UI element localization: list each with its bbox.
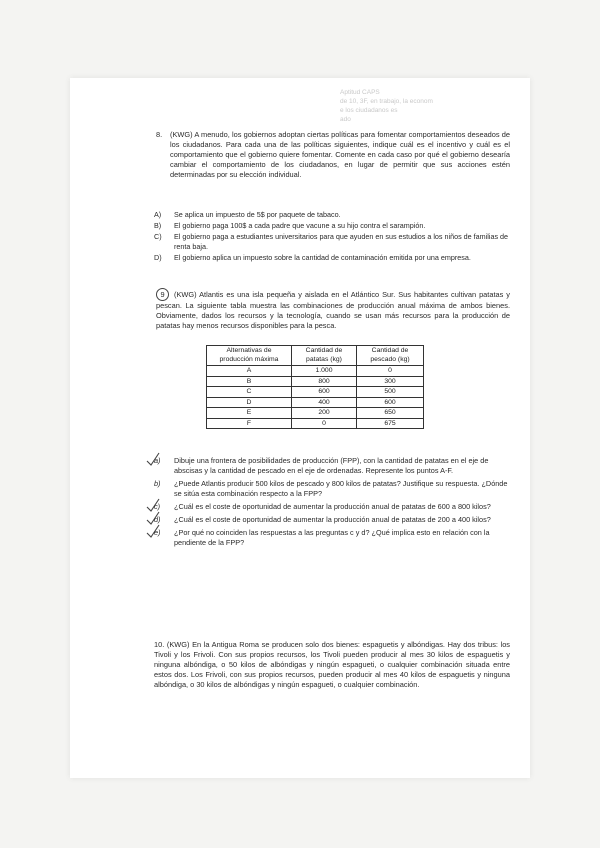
table-row <box>207 397 424 408</box>
question-9-number: 9 <box>156 288 169 301</box>
question-10-text: (KWG) En la Antigua Roma se producen solo dos bienes: espaguetis y albóndigas. Hay dos tribus: los Tivoli y los Frivoli. Con sus propios recursos, los Tivoli pueden producir al mes 30 kilos de espaguetis y ninguna albóndiga, o 50 kilos de albóndigas y ningún espagueti, o cualquier combinación situada entre estos dos. Los Frivoli, con sus propios recursos, pueden producir al mes 40 kilos de espaguetis y ninguna albóndiga, o 30 kilos de albóndigas y ningún espagueti, o cualquier combinación. <box>154 640 511 689</box>
item-letter: A) <box>154 210 162 219</box>
subquestion-text: ¿Cuál es el coste de oportunidad de aumentar la producción anual de patatas de 600 a 800 kilos? <box>174 502 491 511</box>
table-cell: 650 <box>357 408 424 419</box>
table-header: Cantidad de patatas (kg) <box>292 346 357 366</box>
table-row <box>207 376 424 387</box>
item-letter: C) <box>154 232 162 241</box>
subquestion-letter: d) <box>154 515 161 524</box>
list-item <box>154 232 510 252</box>
table-row <box>207 387 424 398</box>
list-item <box>154 210 510 220</box>
table-row <box>207 418 424 429</box>
bleed-through-text <box>340 88 525 124</box>
production-table <box>206 345 424 429</box>
subquestion-text: ¿Cuál es el coste de oportunidad de aumentar la producción anual de patatas de 200 a 400 kilos? <box>174 515 491 524</box>
table-cell: 675 <box>357 418 424 429</box>
table-cell: 1.000 <box>292 366 357 377</box>
question-9-text: (KWG) Atlantis es una isla pequeña y aislada en el Atlántico Sur. Sus habitantes cultivan patatas y pescan. La siguiente tabla muestra las combinaciones de producción anual máxima de ambos bienes. Obviamente, dados los recursos y la tecnología, cuando se usan más recursos para la producción de patatas hay menos recursos disponibles para la pesca. <box>156 290 510 330</box>
ghost-line: Aptitud CAPS <box>340 89 380 96</box>
table-cell: 0 <box>292 418 357 429</box>
table-header: Cantidad de pescado (kg) <box>357 346 424 366</box>
table-cell: D <box>207 397 292 408</box>
subquestion-d <box>150 515 510 525</box>
question-8-items <box>154 210 510 264</box>
table-cell: E <box>207 408 292 419</box>
subquestion-text: ¿Por qué no coinciden las respuestas a las preguntas c y d? ¿Qué implica esto en relación con la pendiente de la FPP? <box>174 528 490 547</box>
subquestion-letter: a) <box>154 456 161 465</box>
subquestion-e <box>150 528 510 548</box>
item-text: El gobierno paga 100$ a cada padre que vacune a su hijo contra el sarampión. <box>174 221 426 230</box>
table-cell: 300 <box>357 376 424 387</box>
subquestion-c <box>150 502 510 512</box>
table-header: Alternativas de producción máxima <box>207 346 292 366</box>
table-cell: B <box>207 376 292 387</box>
subquestion-letter: e) <box>154 528 161 537</box>
table-cell: 0 <box>357 366 424 377</box>
subquestion-letter: c) <box>154 502 161 511</box>
subquestion-b <box>150 479 510 499</box>
table-cell: 800 <box>292 376 357 387</box>
list-item <box>154 253 510 263</box>
subquestion-text: ¿Puede Atlantis producir 500 kilos de pescado y 800 kilos de patatas? Justifique su respuesta. ¿Dónde se sitúa esta combinación respecto a la FPP? <box>174 479 508 498</box>
subquestion-letter: b) <box>154 479 161 488</box>
question-10 <box>154 640 510 690</box>
table-cell: 500 <box>357 387 424 398</box>
item-letter: B) <box>154 221 162 230</box>
question-8-text: (KWG) A menudo, los gobiernos adoptan ciertas políticas para fomentar comportamientos deseados de los ciudadanos. Para cada una de las políticas siguientes, indique cuál es el incentivo y cuál es el comportamiento que el gobierno quiere fomentar. Comente en cada caso por qué el gobierno desearía cambiar el comportamiento de los ciudadanos, en lugar de permitir que sus acciones estén determinadas por su elección individual. <box>170 130 510 179</box>
ghost-line: e los ciudadanos es <box>340 107 398 114</box>
table-row <box>207 408 424 419</box>
ghost-line: ado <box>340 116 351 123</box>
table-cell: 200 <box>292 408 357 419</box>
question-9-subquestions <box>150 456 510 551</box>
question-8-number: 8. <box>156 130 163 139</box>
table-cell: C <box>207 387 292 398</box>
subquestion-a <box>150 456 510 476</box>
subquestion-text: Dibuje una frontera de posibilidades de producción (FPP), con la cantidad de patatas en el eje de abscisas y la cantidad de pescado en el eje de ordenadas. Represente los puntos A-F. <box>174 456 489 475</box>
table-cell: 400 <box>292 397 357 408</box>
table-cell: F <box>207 418 292 429</box>
table-cell: 600 <box>357 397 424 408</box>
table-cell: 600 <box>292 387 357 398</box>
question-8 <box>156 130 510 180</box>
ghost-line: de 10, 3F, en trabajo, la econom <box>340 98 433 105</box>
table-row <box>207 366 424 377</box>
question-9 <box>156 288 510 331</box>
document-page <box>70 78 530 778</box>
item-text: Se aplica un impuesto de 5$ por paquete de tabaco. <box>174 210 341 219</box>
item-text: El gobierno paga a estudiantes universitarios para que ayuden en sus estudios a los niños de familias de renta baja. <box>174 232 509 251</box>
question-10-number: 10. <box>154 640 165 649</box>
item-text: El gobierno aplica un impuesto sobre la cantidad de contaminación emitida por una empresa. <box>174 253 471 262</box>
table-header-row <box>207 346 424 366</box>
table-cell: A <box>207 366 292 377</box>
item-letter: D) <box>154 253 162 262</box>
list-item <box>154 221 510 231</box>
